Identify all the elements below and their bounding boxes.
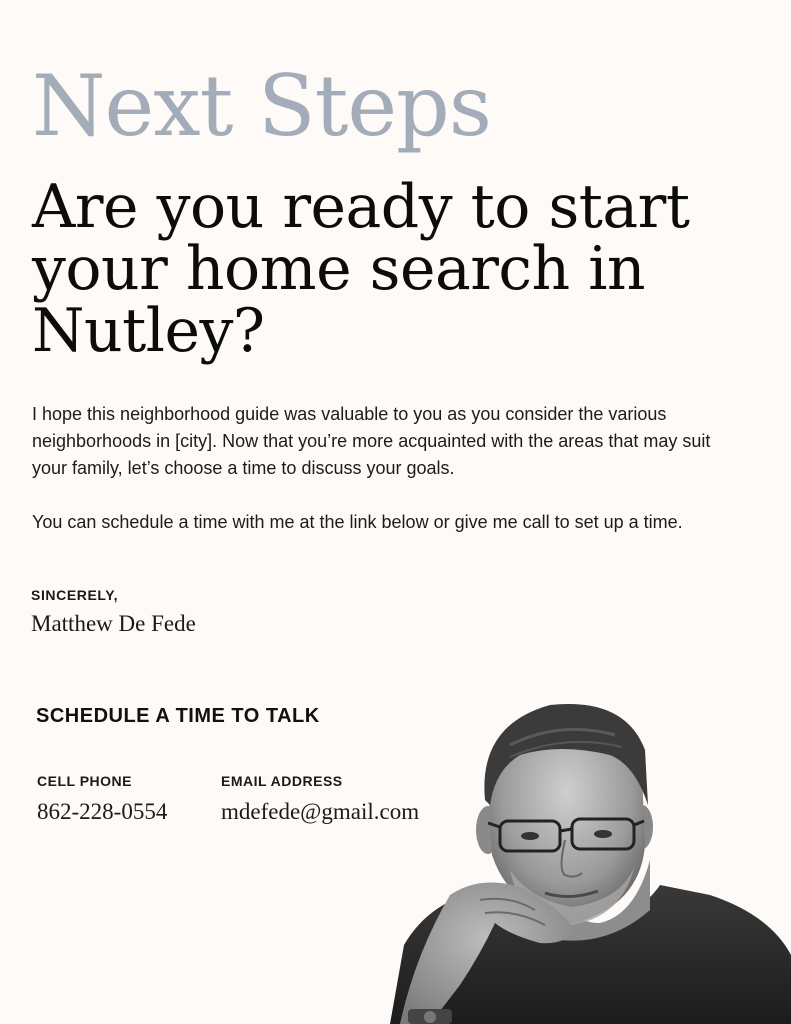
closing-label: SINCERELY, [31, 587, 119, 603]
portrait-photo [360, 695, 791, 1024]
email-address[interactable]: mdefede@gmail.com [221, 799, 420, 824]
signature-name: Matthew De Fede [31, 611, 196, 636]
schedule-section-title: SCHEDULE A TIME TO TALK [36, 705, 320, 727]
schedule-paragraph: You can schedule a time with me at the link below or give me call to set up a time. [32, 512, 683, 532]
email-label: EMAIL ADDRESS [221, 773, 343, 789]
headline-question: Are you ready to start your home search in Nutley? [32, 172, 690, 366]
phone-number[interactable]: 862-228-0554 [37, 799, 168, 824]
phone-label: CELL PHONE [37, 773, 132, 789]
intro-paragraph: I hope this neighborhood guide was valuable to you as you consider the various neighborhoods in [city]. Now that you’re more acquainted with the areas that may suit your family, let’s choose a time to discuss your goals. [32, 404, 711, 478]
page-heading: Next Steps [32, 57, 491, 155]
